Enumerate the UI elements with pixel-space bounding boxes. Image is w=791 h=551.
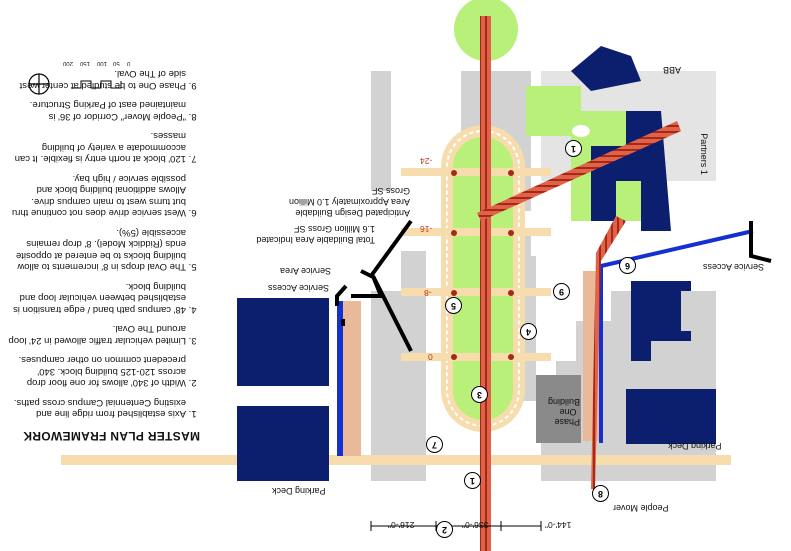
dimension-144: 144'-0" (545, 520, 572, 530)
label-service-access-west: Service Access (268, 283, 330, 293)
notes-panel (5, 60, 200, 441)
marker-1-south: 1 (464, 472, 481, 489)
scale-tick-label: 200 (63, 60, 74, 66)
label-service-area: Service Area (280, 266, 332, 276)
note-item: 6. West service drive does not continue thru but turns west to main campus drive. Allows additional building block and possible service / high bay. (5, 173, 186, 219)
scale-tick-label: 150 (80, 60, 91, 66)
label-parking-deck-east: Parking Deck (668, 441, 722, 451)
scale-tick-label: 50 (113, 60, 120, 66)
marker-2: 2 (436, 521, 453, 538)
level-label: -16 (420, 224, 433, 234)
label-service-access-east: Service Access (703, 262, 765, 272)
note-item: 8. "People Mover" Corridor of 36' is maintained east of Parking Structure. (5, 99, 186, 122)
level-label: 0 (428, 352, 433, 362)
scale-tick-label: 0 (127, 60, 131, 66)
marker-3: 3 (471, 386, 488, 403)
label-parking-deck-west: Parking Deck (272, 486, 326, 496)
scale-tick-label: 100 (97, 60, 108, 66)
marker-8: 8 (592, 485, 609, 502)
note-item: 3. Limited vehicular traffic allowed in 24' loop around The Oval. (5, 323, 186, 346)
label-abb: ABB (663, 65, 682, 75)
marker-7: 7 (426, 436, 443, 453)
notes-list (5, 68, 200, 420)
note-item: 9. Phase One to be studied at center west side of The Oval. (5, 68, 186, 91)
block-west (343, 301, 361, 456)
dimension-336: 336'-0" (462, 520, 489, 530)
level-label: -24 (420, 156, 433, 166)
label-partners: Partners 1 (698, 133, 709, 175)
marker-6: 6 (619, 257, 636, 274)
note-item: 4. 48' campus path band / edge transition is established between vehicular loop and building block. (5, 281, 186, 316)
note-item: 2. Width of 340' allows for one floor drop across 120-125 building block. 340' precedent common on other campuses. (5, 354, 186, 389)
label-phase-one: Phase One Building (547, 397, 580, 427)
marker-9: 9 (553, 283, 570, 300)
marker-1-north: 1 (565, 140, 582, 157)
page-title: MASTER PLAN FRAMEWORK (23, 429, 200, 443)
note-item: 5. The Oval drops in 8' increments to allow building blocks to be entered at opposite ends (Riddick Model). 8' drop remains accessible (5%). (5, 227, 186, 273)
callout-design-buildable: Anticipated Design Buildable Area Approximately 1.0 Million Gross SF (288, 186, 410, 218)
marker-5: 5 (445, 297, 462, 314)
callout-total-buildable: Total Buildable Area Indicated 1.6 Million Gross SF (256, 224, 375, 245)
note-item: 1. Axis established from ridge line and existing Centennial Campus cross paths. (5, 397, 186, 420)
marker-4: 4 (520, 323, 537, 340)
dimension-216: 216'-0" (388, 520, 415, 530)
label-people-mover: People Mover (613, 503, 669, 513)
main-axis-corridor (480, 16, 491, 551)
level-label: -8 (424, 288, 432, 298)
note-item: 7. 120' block at north entry is flexible. It can accommodate a variety of building masses. (5, 130, 186, 165)
